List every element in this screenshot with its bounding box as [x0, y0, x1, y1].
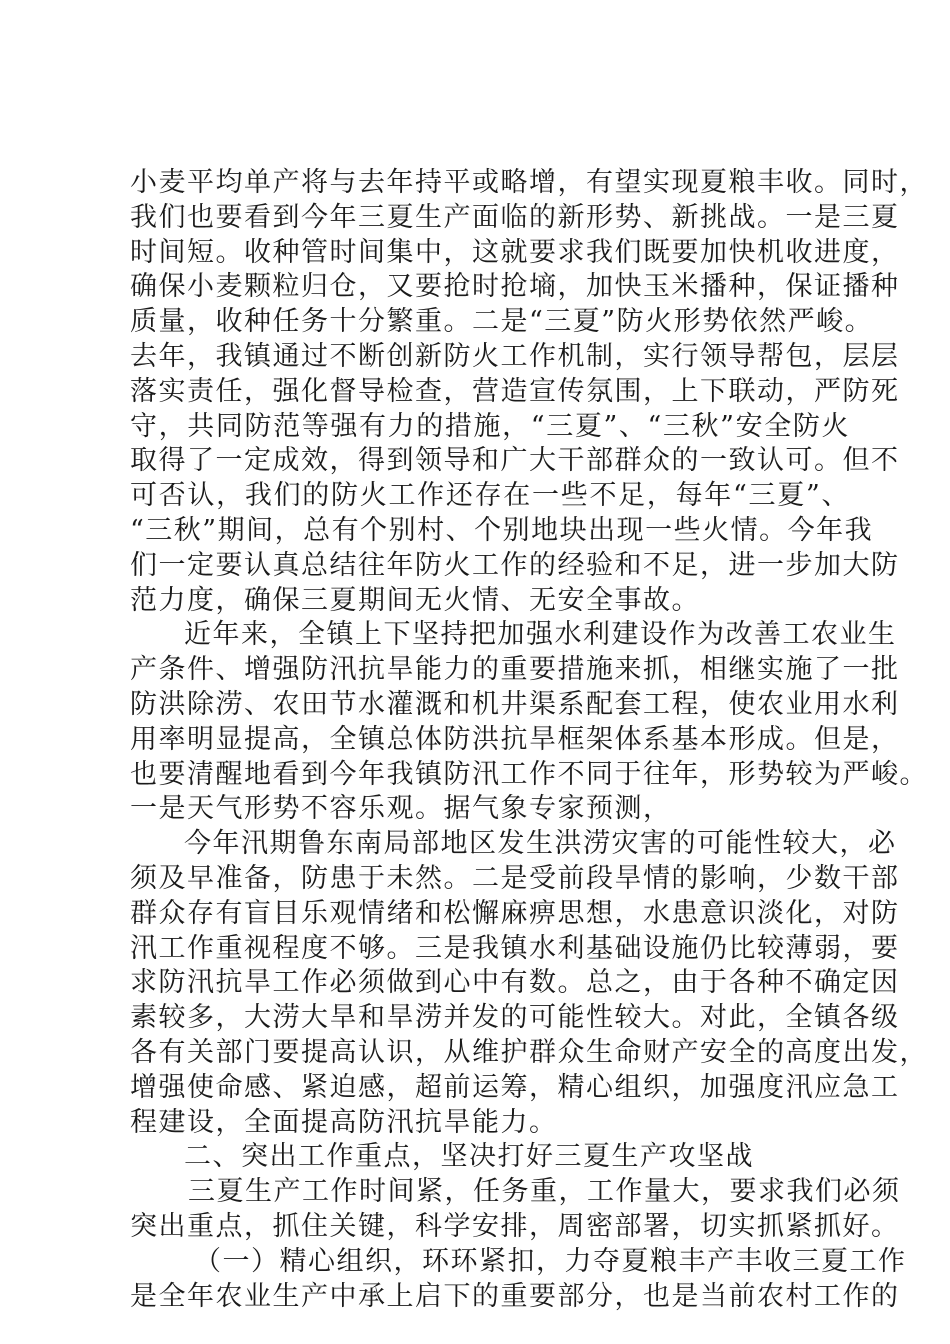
text-line: 们一定要认真总结往年防火工作的经验和不足，进一步加大防 — [130, 549, 900, 581]
text-line: 可否认，我们的防火工作还存在一些不足，每年“三夏”、 — [130, 480, 850, 512]
text-line: 突出重点，抓住关键，科学安排，周密部署，切实抓紧抓好。 — [130, 1210, 900, 1242]
text-line: 小麦平均单产将与去年持平或略增，有望实现夏粮丰收。同时， — [130, 167, 928, 198]
text-line: 汛工作重视程度不够。三是我镇水利基础设施仍比较薄弱，要 — [130, 932, 900, 964]
text-line: 守，共同防范等强有力的措施，“三夏”、“三秋”安全防火 — [130, 410, 850, 442]
text-line: 各有关部门要提高认识，从维护群众生命财产安全的高度出发， — [130, 1036, 928, 1068]
text-line: 落实责任，强化督导检查，营造宣传氛围，上下联动，严防死 — [130, 375, 900, 407]
text-line: 产条件、增强防汛抗旱能力的重要措施来抓，相继实施了一批 — [130, 654, 900, 686]
paragraph-first-line: 今年汛期鲁东南局部地区发生洪涝灾害的可能性较大，必 — [184, 828, 897, 860]
text-line: 求防汛抗旱工作必须做到心中有数。总之，由于各种不确定因 — [130, 967, 900, 999]
paragraph-first-line: 三夏生产工作时间紧，任务重，工作量大，要求我们必须 — [188, 1176, 901, 1208]
text-line: 防洪除涝、农田节水灌溉和机井渠系配套工程，使农业用水利 — [130, 688, 900, 720]
text-line: 一是天气形势不容乐观。据气象专家预测， — [130, 793, 672, 825]
text-line: 用率明显提高，全镇总体防洪抗旱框架体系基本形成。但是， — [130, 723, 900, 755]
subsection-heading-line: （一）精心组织，环环紧扣，力夺夏粮丰产丰收三夏工作 — [194, 1245, 907, 1277]
text-line: 质量，收种任务十分繁重。二是“三夏”防火形势依然严峻。 — [130, 306, 874, 338]
text-line: 确保小麦颗粒归仓，又要抢时抢墒，加快玉米播种，保证播种 — [130, 271, 900, 303]
text-line: 取得了一定成效，得到领导和广大干部群众的一致认可。但不 — [130, 445, 900, 477]
text-line: 时间短。收种管时间集中，这就要求我们既要加快机收进度， — [130, 236, 900, 268]
text-line: 我们也要看到今年三夏生产面临的新形势、新挑战。一是三夏 — [130, 201, 900, 233]
text-line: 增强使命感、紧迫感，超前运筹，精心组织，加强度汛应急工 — [130, 1071, 900, 1103]
text-line: 须及早准备，防患于未然。二是受前段旱情的影响，少数干部 — [130, 862, 900, 894]
section-heading: 二、突出工作重点，坚决打好三夏生产攻坚战 — [184, 1141, 754, 1173]
text-line: 去年，我镇通过不断创新防火工作机制，实行领导帮包，层层 — [130, 340, 900, 372]
paragraph-first-line: 近年来，全镇上下坚持把加强水利建设作为改善工农业生 — [184, 619, 897, 651]
text-line: 范力度，确保三夏期间无火情、无安全事故。 — [130, 584, 700, 616]
text-line: 也要清醒地看到今年我镇防汛工作不同于往年，形势较为严峻。 — [130, 758, 928, 790]
document-body — [130, 166, 928, 1314]
text-line: 群众存有盲目乐观情绪和松懈麻痹思想，水患意识淡化，对防 — [130, 897, 900, 929]
text-line: 是全年农业生产中承上启下的重要部分，也是当前农村工作的 — [130, 1280, 900, 1312]
text-line: 素较多，大涝大旱和旱涝并发的可能性较大。对此，全镇各级 — [130, 1002, 900, 1034]
text-line: 程建设，全面提高防汛抗旱能力。 — [130, 1106, 558, 1138]
text-line: “三秋”期间，总有个别村、个别地块出现一些火情。今年我 — [130, 514, 874, 546]
